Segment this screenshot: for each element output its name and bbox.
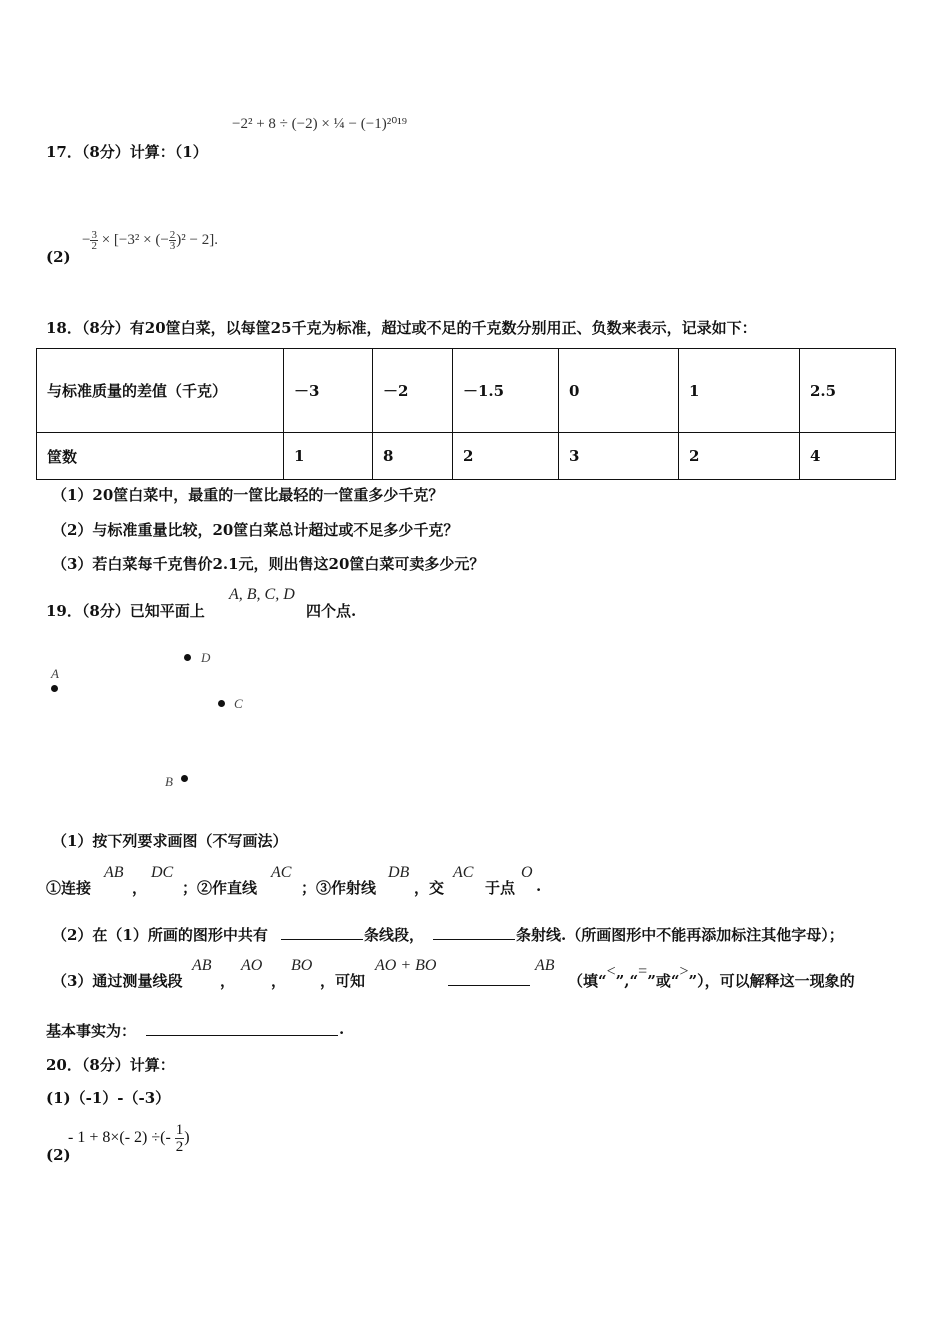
semi2: ；③作射线 <box>301 879 377 897</box>
table-cell: 1 <box>284 433 373 480</box>
table-row <box>37 349 896 433</box>
table-cell: 2 <box>679 433 800 480</box>
line-ac: AC <box>271 864 292 881</box>
jiao: ，交 <box>414 879 445 897</box>
seg-ao: AO <box>241 957 263 974</box>
point-label-a: A <box>51 666 59 681</box>
point-label-b: B <box>165 774 173 789</box>
table-cell: 1 <box>679 349 800 433</box>
q17-expression-1: −2² + 8 ÷ (−2) × ¼ − (−1)²⁰¹⁹ <box>232 116 407 132</box>
expr2-mid: × [−3² × (− <box>101 231 169 248</box>
q19-points-expr: A, B, C, D <box>229 586 295 603</box>
point-b <box>181 775 188 782</box>
q19-sub2-a: （2）在（1）所画的图形中共有 <box>52 926 268 944</box>
basic-fact-label: 基本事实为： <box>46 1022 137 1040</box>
seg-ab-4: AB <box>535 957 555 974</box>
fill-hint <box>568 963 855 991</box>
line-ac-2: AC <box>453 864 474 881</box>
basic-end: . <box>339 1020 345 1038</box>
fraction-3-2 <box>90 230 98 251</box>
table-cell: 4 <box>800 433 896 480</box>
table-cell: 8 <box>373 433 453 480</box>
table-cell: －1.5 <box>453 349 559 433</box>
fraction-1-2 <box>175 1122 185 1155</box>
symbol-gt: > <box>679 963 689 980</box>
frac-num: 3 <box>91 229 97 241</box>
expr2-prefix: − <box>82 231 91 248</box>
q18-sub2: （2）与标准重量比较，20筐白菜总计超过或不足多少千克？ <box>52 521 459 539</box>
q19-sub2-c: 条射线.（所画图形中不能再添加标注其他字母）； <box>516 926 844 944</box>
ray-db: DB <box>388 864 410 881</box>
q17-expression-2 <box>82 230 218 251</box>
sum-ao-bo: AO + BO <box>375 957 437 974</box>
q18-sub1: （1）20筐白菜中，最重的一筐比最轻的一筐重多少千克？ <box>52 486 444 504</box>
table-cell: －3 <box>284 349 373 433</box>
answer-blank-compare[interactable] <box>448 971 530 986</box>
q19-sub2-b: 条线段， <box>364 926 425 944</box>
period: . <box>536 877 542 895</box>
point-label-d: D <box>201 650 211 665</box>
q18-sub3: （3）若白菜每千克售价2.1元，则出售这20筐白菜可卖多少元？ <box>52 555 485 573</box>
kezhi: ，可知 <box>320 972 366 990</box>
q20-part2-label: (2) <box>46 1146 71 1164</box>
answer-blank-segments[interactable] <box>281 925 363 940</box>
expr-a: - 1 + 8×(- 2) ÷(- <box>68 1129 175 1147</box>
frac-den: 3 <box>169 240 176 252</box>
answer-blank-rays[interactable] <box>433 925 515 940</box>
frac-num: 1 <box>175 1122 184 1138</box>
q19-sub1: （1）按下列要求画图（不写画法） <box>52 832 288 850</box>
table-cell: 0 <box>559 349 679 433</box>
q19-label-end: 四个点. <box>306 602 357 620</box>
q17-part2-label: (2) <box>46 248 71 266</box>
table-row <box>37 433 896 480</box>
point-a <box>51 685 58 692</box>
symbol-eq: = <box>638 963 648 980</box>
frac-den: 2 <box>175 1139 184 1155</box>
table-cell: 2.5 <box>800 349 896 433</box>
answer-blank-basic-fact[interactable] <box>146 1021 338 1036</box>
seg-ab-3: AB <box>192 957 212 974</box>
semi1: ；②作直线 <box>182 879 258 897</box>
q18-table <box>36 348 896 480</box>
table-cell: 2 <box>453 433 559 480</box>
q17-label: 17．（8分）计算：（1） <box>46 143 208 161</box>
symbol-lt: < <box>606 963 616 980</box>
q20-part1: (1)（-1）-（-3） <box>46 1089 171 1107</box>
point-label-c: C <box>234 696 243 711</box>
fill-b: ”,“ <box>615 972 639 990</box>
q20-label: 20．（8分）计算： <box>46 1056 175 1074</box>
seg-dc: DC <box>151 864 174 881</box>
comma: ， <box>132 879 148 897</box>
seg-bo: BO <box>291 957 313 974</box>
expr-b: ) <box>184 1129 190 1147</box>
table-cell: 3 <box>559 433 679 480</box>
q19-sub1-a: ①连接 <box>46 879 92 897</box>
seg-ab: AB <box>104 864 124 881</box>
point-o: O <box>521 864 533 881</box>
expr2-end: )² − 2]. <box>176 231 218 248</box>
comma-2: ， <box>271 972 287 990</box>
q19-sub3-a: （3）通过测量线段 <box>52 972 183 990</box>
table-cell: －2 <box>373 349 453 433</box>
q18-label: 18．（8分）有20筐白菜，以每筐25千克为标准，超过或不足的千克数分别用正、负数来表示，记录如下： <box>46 319 757 337</box>
yudian: 于点 <box>485 879 516 897</box>
q20-expression-2 <box>68 1122 190 1155</box>
table-header-count: 筐数 <box>37 433 284 480</box>
point-d <box>184 654 191 661</box>
fill-a: （填“ <box>568 972 607 990</box>
frac-den: 2 <box>91 240 97 252</box>
point-c <box>218 700 225 707</box>
frac-num: 2 <box>169 229 176 241</box>
q19-label: 19．（8分）已知平面上 <box>46 602 205 620</box>
fill-d: ”），可以解释这一现象的 <box>688 972 855 990</box>
comma-1: ， <box>220 972 236 990</box>
table-header-diff: 与标准质量的差值（千克） <box>37 349 284 433</box>
fill-c: ”或“ <box>647 972 680 990</box>
